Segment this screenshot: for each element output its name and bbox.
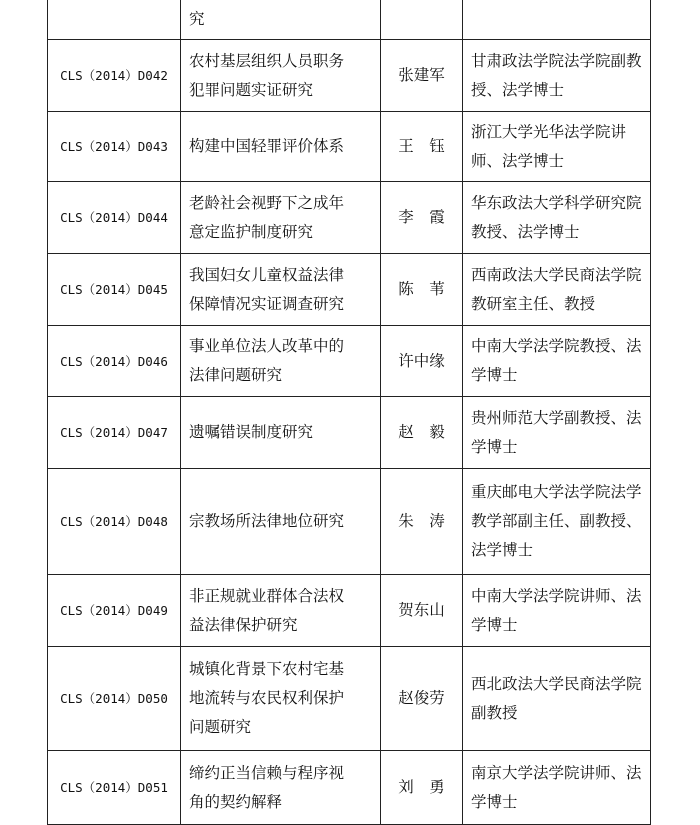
affiliation-line: 学博士: [471, 437, 518, 456]
project-code: CLS（2014）D044: [48, 182, 181, 254]
affiliation-line: 甘肃政法学院法学院副教: [471, 51, 642, 70]
person-name: 赵俊劳: [381, 647, 463, 751]
title-line: 地流转与农民权利保护: [189, 689, 345, 707]
title-line: 宗教场所法律地位研究: [189, 512, 345, 530]
table-row: [48, 112, 651, 182]
project-code: CLS（2014）D045: [48, 254, 181, 326]
title-line: 农村基层组织人员职务: [189, 51, 345, 70]
project-code: CLS（2014）D050: [48, 647, 181, 751]
affiliation-cell: [463, 0, 651, 40]
person-name: 陈 苇: [381, 254, 463, 326]
person-name: 赵 毅: [381, 397, 463, 469]
affiliation-cell: [463, 647, 651, 751]
title-cell: [181, 182, 381, 254]
affiliation-cell: [463, 751, 651, 825]
title-line: 城镇化背景下农村宅基: [189, 660, 345, 678]
table-row: [48, 40, 651, 112]
affiliation-line: 教学部副主任、副教授、: [471, 512, 642, 530]
affiliation-cell: [463, 397, 651, 469]
affiliation-line: 师、法学博士: [471, 151, 565, 170]
table-row: [48, 469, 651, 575]
person-name: 张建军: [381, 40, 463, 112]
person-name: 李 霞: [381, 182, 463, 254]
affiliation-cell: [463, 112, 651, 182]
table-row: [48, 326, 651, 397]
title-line: 老龄社会视野下之成年: [189, 193, 345, 212]
project-table: [47, 0, 651, 825]
affiliation-line: 华东政法大学科学研究院: [471, 193, 642, 212]
affiliation-line: 教授、法学博士: [471, 222, 580, 241]
title-cell: [181, 469, 381, 575]
title-cell: [181, 40, 381, 112]
affiliation-line: 副教授: [471, 703, 518, 722]
affiliation-line: 西北政法大学民商法学院: [471, 674, 642, 693]
affiliation-line: 学博士: [471, 366, 518, 384]
title-cell: [181, 397, 381, 469]
table-row: [48, 182, 651, 254]
table-row: [48, 575, 651, 647]
affiliation-line: 授、法学博士: [471, 80, 565, 99]
project-code: CLS（2014）D042: [48, 40, 181, 112]
title-cell: [181, 0, 381, 40]
affiliation-cell: [463, 182, 651, 254]
project-table-body: [48, 0, 651, 825]
title-line: 构建中国轻罪评价体系: [189, 137, 345, 155]
affiliation-line: 浙江大学光华法学院讲: [471, 122, 627, 141]
affiliation-line: 中南大学法学院教授、法: [471, 337, 642, 355]
title-cell: [181, 112, 381, 182]
table-row-continuation: [48, 0, 651, 40]
project-code: CLS（2014）D049: [48, 575, 181, 647]
title-cell: [181, 751, 381, 825]
affiliation-line: 法学博士: [471, 541, 534, 559]
person-name: 刘 勇: [381, 751, 463, 825]
title-line: 问题研究: [189, 718, 252, 736]
title-line: 角的契约解释: [189, 792, 283, 811]
affiliation-cell: [463, 575, 651, 647]
project-code: CLS（2014）D043: [48, 112, 181, 182]
title-line: 犯罪问题实证研究: [189, 80, 314, 99]
title-line: 非正规就业群体合法权: [189, 586, 345, 605]
project-code: CLS（2014）D048: [48, 469, 181, 575]
person-name: 朱 涛: [381, 469, 463, 575]
affiliation-cell: [463, 469, 651, 575]
affiliation-line: 学博士: [471, 792, 518, 811]
title-cell: [181, 647, 381, 751]
title-line: 保障情况实证调查研究: [189, 294, 345, 313]
affiliation-line: 西南政法大学民商法学院: [471, 265, 642, 284]
project-code: CLS（2014）D047: [48, 397, 181, 469]
project-code: CLS（2014）D046: [48, 326, 181, 397]
title-cell: [181, 326, 381, 397]
affiliation-cell: [463, 326, 651, 397]
title-line: 事业单位法人改革中的: [189, 337, 345, 355]
affiliation-cell: [463, 40, 651, 112]
title-cell: [181, 575, 381, 647]
affiliation-cell: [463, 254, 651, 326]
title-line: 遗嘱错误制度研究: [189, 423, 314, 441]
title-line: 益法律保护研究: [189, 615, 298, 634]
project-code: CLS（2014）D051: [48, 751, 181, 825]
table-row: [48, 751, 651, 825]
title-line: 缔约正当信赖与程序视: [189, 763, 345, 782]
affiliation-line: 中南大学法学院讲师、法: [471, 586, 642, 605]
affiliation-line: 学博士: [471, 615, 518, 634]
affiliation-line: 南京大学法学院讲师、法: [471, 763, 642, 782]
title-line: 意定监护制度研究: [189, 222, 314, 241]
code-cell: [48, 0, 181, 40]
affiliation-line: 贵州师范大学副教授、法: [471, 408, 642, 427]
person-name: 贺东山: [381, 575, 463, 647]
title-line: 法律问题研究: [189, 366, 283, 384]
title-line: 我国妇女儿童权益法律: [189, 265, 345, 284]
table-row: [48, 647, 651, 751]
table-row: [48, 397, 651, 469]
person-name: 许中缘: [381, 326, 463, 397]
table-row: [48, 254, 651, 326]
title-line: 究: [189, 10, 205, 28]
title-cell: [181, 254, 381, 326]
person-cell: [381, 0, 463, 40]
person-name: 王 钰: [381, 112, 463, 182]
affiliation-line: 教研室主任、教授: [471, 294, 596, 313]
affiliation-line: 重庆邮电大学法学院法学: [471, 483, 642, 501]
